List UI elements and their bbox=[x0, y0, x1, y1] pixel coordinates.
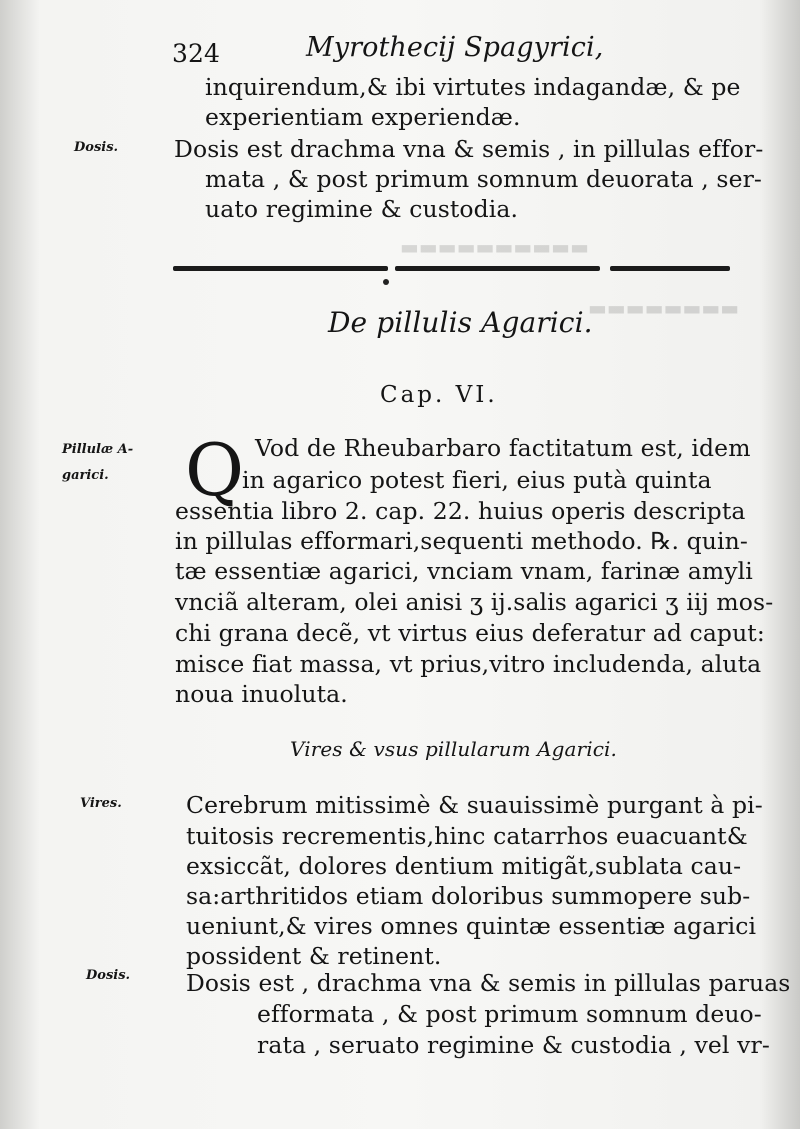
text-line: in pillulas efformari,sequenti methodo. ℞. quin- bbox=[175, 527, 748, 555]
margin-note-dosis: Dosis. bbox=[74, 140, 119, 155]
text-line: vnciã alteram, olei anisi ʒ ij.salis agarici ʒ iij mos- bbox=[175, 588, 774, 616]
text-line: chi grana decẽ, vt virtus eius deferatur ad caput: bbox=[175, 619, 765, 647]
text-line: uato regimine & custodia. bbox=[205, 195, 519, 223]
ornament-rule bbox=[173, 266, 388, 271]
text-line: in agarico potest fieri, eius putà quinta bbox=[242, 466, 712, 494]
text-line: Vod de Rheubarbaro factitatum est, idem bbox=[255, 434, 751, 462]
ornament-dot bbox=[383, 279, 389, 285]
text-line: inquirendum,& ibi virtutes indagandæ, & pe bbox=[205, 73, 741, 101]
chapter-label: Cap. VI. bbox=[380, 382, 498, 408]
text-line: experientiam experiendæ. bbox=[205, 103, 521, 131]
show-through-text: ▬▬▬▬▬▬▬▬▬▬ bbox=[400, 235, 589, 259]
text-line: efformata , & post primum somnum deuo- bbox=[257, 1000, 762, 1028]
show-through-text: ▬▬▬▬▬▬▬▬ bbox=[588, 296, 740, 320]
section-title: De pillulis Agarici. bbox=[328, 306, 593, 339]
text-line: ueniunt,& vires omnes quintæ essentiæ agarici bbox=[186, 912, 757, 940]
text-line: possident & retinent. bbox=[186, 942, 442, 970]
text-line: Cerebrum mitissimè & suauissimè purgant à pi- bbox=[186, 791, 763, 819]
drop-cap: Q bbox=[185, 428, 245, 512]
text-line: tuitosis recrementis,hinc catarrhos euacuant& bbox=[186, 822, 748, 850]
text-line: essentia libro 2. cap. 22. huius operis descripta bbox=[175, 497, 746, 525]
margin-note-agarici: garici. bbox=[62, 468, 109, 483]
text-line: Dosis est drachma vna & semis , in pillulas effor- bbox=[174, 135, 764, 163]
margin-note-pillulae: Pillulæ A- bbox=[62, 442, 134, 457]
text-line: mata , & post primum somnum deuorata , ser- bbox=[205, 165, 762, 193]
text-line: sa:arthritidos etiam doloribus summopere sub- bbox=[186, 882, 751, 910]
text-line: tæ essentiæ agarici, vnciam vnam, farinæ amyli bbox=[175, 557, 753, 585]
page-number: 324 bbox=[172, 39, 221, 68]
margin-note-vires: Vires. bbox=[80, 796, 122, 811]
ornament-rule bbox=[395, 266, 600, 271]
text-line: noua inuoluta. bbox=[175, 680, 348, 708]
margin-note-dosis: Dosis. bbox=[86, 968, 131, 983]
text-line: rata , seruato regimine & custodia , vel vr- bbox=[257, 1031, 770, 1059]
text-line: Dosis est , drachma vna & semis in pillulas paruas bbox=[186, 969, 791, 997]
text-line: misce fiat massa, vt prius,vitro includenda, aluta bbox=[175, 650, 762, 678]
text-line: exsiccãt, dolores dentium mitigãt,sublata cau- bbox=[186, 852, 742, 880]
ornament-rule bbox=[610, 266, 730, 271]
running-head: Myrothecij Spagyrici, bbox=[306, 32, 604, 63]
subsection-title: Vires & vsus pillularum Agarici. bbox=[290, 737, 617, 761]
